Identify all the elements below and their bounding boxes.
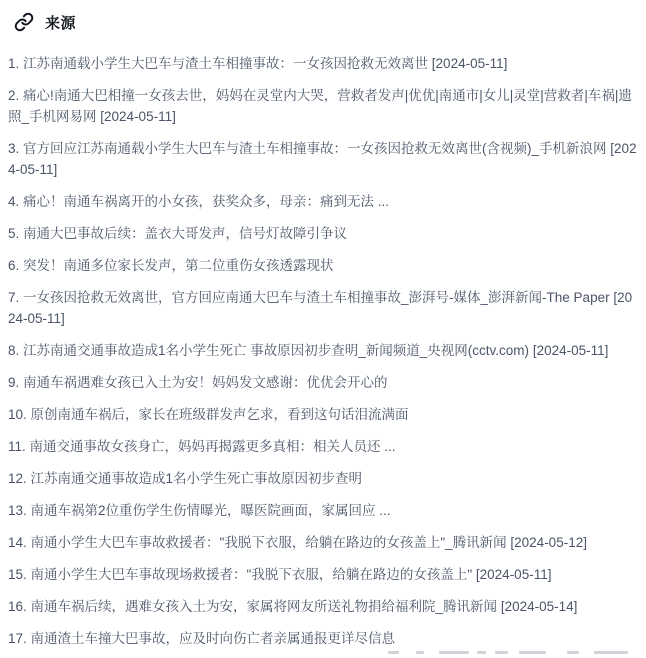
source-item	[8, 223, 638, 244]
source-number: 6.	[8, 258, 20, 273]
cutoff-partial-line	[388, 651, 628, 655]
source-link[interactable]: 南通渣土车撞大巴事故，应及时向伤亡者亲属通报更详尽信息	[30, 631, 396, 646]
source-item	[8, 500, 638, 521]
source-item	[8, 287, 638, 329]
source-link[interactable]: 突发！南通多位家长发声，第二位重伤女孩透露现状	[23, 258, 334, 273]
source-number: 4.	[8, 194, 20, 209]
source-date: [2024-05-11]	[532, 343, 609, 358]
source-number: 7.	[8, 290, 20, 305]
source-number: 9.	[8, 375, 20, 390]
source-number: 5.	[8, 226, 20, 241]
source-item	[8, 340, 638, 361]
source-number: 11.	[8, 439, 26, 454]
source-number: 1.	[8, 56, 20, 71]
source-number: 3.	[8, 141, 20, 156]
source-item	[8, 53, 638, 74]
source-date: [2024-05-11]	[8, 290, 633, 326]
source-link[interactable]: 南通车祸遇难女孩已入土为安！妈妈发文感谢：优优会开心的	[23, 375, 388, 390]
source-item	[8, 404, 638, 425]
source-item	[8, 628, 638, 649]
source-link[interactable]: 南通小学生大巴车事故救援者："我脱下衣服，给躺在路边的女孩盖上"_腾讯新闻	[30, 535, 507, 550]
source-date: [2024-05-11]	[8, 141, 637, 177]
source-link[interactable]: 南通交通事故女孩身亡，妈妈再揭露更多真相：相关人员还 ...	[29, 439, 396, 454]
source-item	[8, 564, 638, 585]
source-date: [2024-05-11]	[431, 56, 508, 71]
source-item	[8, 255, 638, 276]
source-number: 15.	[8, 567, 27, 582]
source-number: 16.	[8, 599, 27, 614]
source-link[interactable]: 南通小学生大巴车事故现场救援者："我脱下衣服，给躺在路边的女孩盖上"	[30, 567, 473, 582]
source-link[interactable]: 南通大巴事故后续：盖衣大哥发声，信号灯故障引争议	[23, 226, 348, 241]
source-link[interactable]: 江苏南通交通事故造成1名小学生死亡事故原因初步查明	[30, 471, 363, 486]
source-item	[8, 468, 638, 489]
source-number: 13.	[8, 503, 27, 518]
source-item	[8, 532, 638, 553]
source-link[interactable]: 官方回应江苏南通载小学生大巴车与渣土车相撞事故：一女孩因抢救无效离世(含视频)_手机新浪网	[23, 141, 607, 156]
source-number: 2.	[8, 88, 20, 103]
source-item	[8, 372, 638, 393]
sources-header	[8, 10, 638, 34]
source-number: 10.	[8, 407, 27, 422]
source-item	[8, 596, 638, 617]
source-link[interactable]: 江苏南通交通事故造成1名小学生死亡 事故原因初步查明_新闻频道_央视网(cctv.com)	[23, 343, 530, 358]
source-link[interactable]: 江苏南通载小学生大巴车与渣土车相撞事故：一女孩因抢救无效离世	[23, 56, 429, 71]
source-item	[8, 85, 638, 127]
source-item	[8, 138, 638, 180]
source-number: 17.	[8, 631, 27, 646]
source-link[interactable]: 痛心!南通大巴相撞一女孩去世，妈妈在灵堂内大哭，营救者发声|优优|南通市|女儿|灵堂|营救者|车祸|遗照_手机网易网	[8, 88, 632, 124]
sources-list	[8, 53, 638, 649]
link-icon	[14, 12, 34, 32]
source-date: [2024-05-12]	[510, 535, 587, 550]
source-link[interactable]: 南通车祸第2位重伤学生伤情曝光，曝医院画面，家属回应 ...	[30, 503, 391, 518]
source-date: [2024-05-11]	[100, 109, 176, 124]
source-date: [2024-05-11]	[475, 567, 552, 582]
source-item	[8, 191, 638, 212]
source-number: 14.	[8, 535, 27, 550]
source-item	[8, 436, 638, 457]
source-date: [2024-05-14]	[500, 599, 578, 614]
sources-title: 来源	[45, 14, 77, 32]
source-link[interactable]: 原创南通车祸后，家长在班级群发声乞求，看到这句话泪流满面	[30, 407, 409, 422]
source-link[interactable]: 一女孩因抢救无效离世，官方回应南通大巴车与渣土车相撞事故_澎湃号-媒体_澎湃新闻-The Paper	[23, 290, 610, 305]
source-number: 8.	[8, 343, 20, 358]
source-link[interactable]: 痛心！南通车祸离开的小女孩，获奖众多，母亲：痛到无法 ...	[23, 194, 390, 209]
source-number: 12.	[8, 471, 27, 486]
source-link[interactable]: 南通车祸后续，遇难女孩入土为安，家属将网友所送礼物捐给福利院_腾讯新闻	[30, 599, 498, 614]
